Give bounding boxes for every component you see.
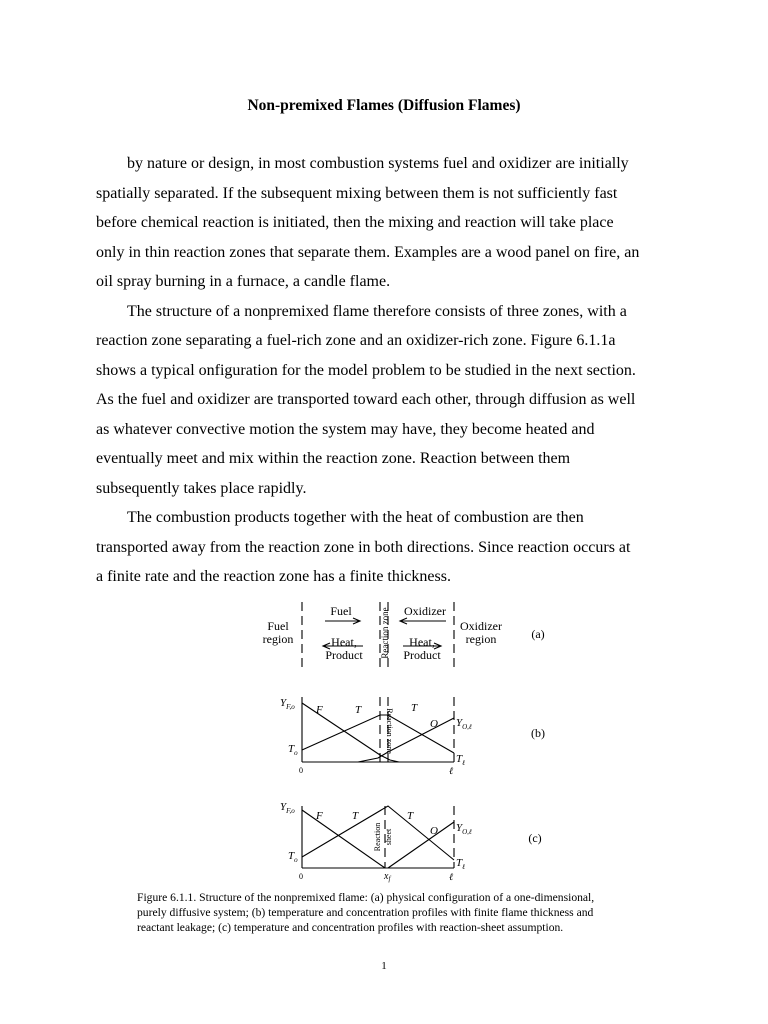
body-line: transported away from the reaction zone in both directions. Since reaction occurs at (96, 539, 631, 556)
body-line: by nature or design, in most combustion systems fuel and oxidizer are initially (127, 155, 629, 172)
panel-a-label: (a) (531, 627, 545, 641)
o-label: O (430, 825, 438, 837)
panel-c-label: (c) (528, 831, 542, 845)
body-line: The combustion products together with the heat of combustion are then (127, 509, 584, 526)
oxidizer-profile (358, 718, 454, 762)
yo-label: $Y_{O,\ell}$ (456, 822, 472, 836)
fuel-region-label: Fuel (267, 619, 289, 633)
figure-caption-line: purely diffusive system; (b) temperature and concentration profiles with finite flame thickness and (137, 906, 594, 919)
f-label: F (316, 704, 323, 716)
oxidizer-region-label: region (465, 632, 497, 646)
tl-label: $T_\ell$ (456, 857, 466, 871)
body-line: The structure of a nonpremixed flame therefore consists of three zones, with a (127, 303, 627, 320)
to-label: $T_o$ (288, 743, 298, 757)
panel-b-label: (b) (531, 726, 545, 740)
body-line: spatially separated. If the subsequent mixing between them is not sufficiently fast (96, 185, 618, 202)
t-label: T (411, 702, 418, 714)
body-line: a finite rate and the reaction zone has a finite thickness. (96, 568, 451, 585)
reaction-zone-label: Reaction zone (380, 607, 390, 659)
yf-label: $Y_{F,o}$ (280, 697, 295, 711)
o-label: O (430, 718, 438, 730)
heat-label-right: Heat, (409, 635, 435, 649)
tl-label: $T_\ell$ (456, 753, 466, 767)
origin-label: 0 (299, 766, 303, 775)
origin-label: 0 (299, 872, 303, 881)
f-label: F (316, 810, 323, 822)
body-line: reaction zone separating a fuel-rich zone and an oxidizer-rich zone. Figure 6.1.1a (96, 332, 616, 349)
product-label-right: Product (403, 648, 441, 662)
body-line: eventually meet and mix within the reaction zone. Reaction between them (96, 450, 571, 467)
t-label: T (407, 810, 414, 822)
yo-label: $Y_{O,\ell}$ (456, 717, 472, 731)
reaction-sheet-label: Reaction (373, 822, 382, 852)
body-line: subsequently takes place rapidly. (96, 480, 307, 497)
t-label: T (352, 810, 359, 822)
page-title: Non-premixed Flames (Diffusion Flames) (247, 97, 521, 114)
body-line: oil spray burning in a furnace, a candle flame. (96, 273, 391, 290)
figure-caption-line: Figure 6.1.1. Structure of the nonpremixed flame: (a) physical configuration of a one-dimensional, (137, 891, 595, 904)
t-label: T (355, 704, 362, 716)
reaction-sheet-label: sheet (384, 828, 393, 846)
product-label-left: Product (325, 648, 363, 662)
reaction-zone-label: Reaction zone (385, 708, 394, 754)
ell-label: ℓ (449, 766, 454, 777)
heat-label-left: Heat, (331, 635, 357, 649)
xf-label: $x_f$ (384, 871, 391, 883)
body-line: only in thin reaction zones that separate them. Examples are a wood panel on fire, an (96, 244, 640, 261)
figure-caption-line: reactant leakage; (c) temperature and concentration profiles with reaction-sheet assumption. (137, 921, 564, 934)
body-line: as whatever convective motion the system may have, they become heated and (96, 421, 595, 438)
fuel-region-label: region (262, 632, 294, 646)
body-line: before chemical reaction is initiated, then the mixing and reaction will take place (96, 214, 614, 231)
oxidizer-region-label: Oxidizer (460, 619, 502, 633)
yf-label: $Y_{F,o}$ (280, 801, 295, 815)
body-line: shows a typical onfiguration for the model problem to be studied in the next section. (96, 362, 636, 379)
page-number: 1 (381, 960, 387, 972)
body-line: As the fuel and oxidizer are transported toward each other, through diffusion as well (96, 391, 636, 408)
ell-label: ℓ (449, 872, 454, 883)
fuel-arrow-label: Fuel (330, 604, 352, 618)
oxidizer-arrow-label: Oxidizer (404, 604, 446, 618)
to-label: $T_o$ (288, 850, 298, 864)
oxidizer-profile (388, 822, 454, 868)
